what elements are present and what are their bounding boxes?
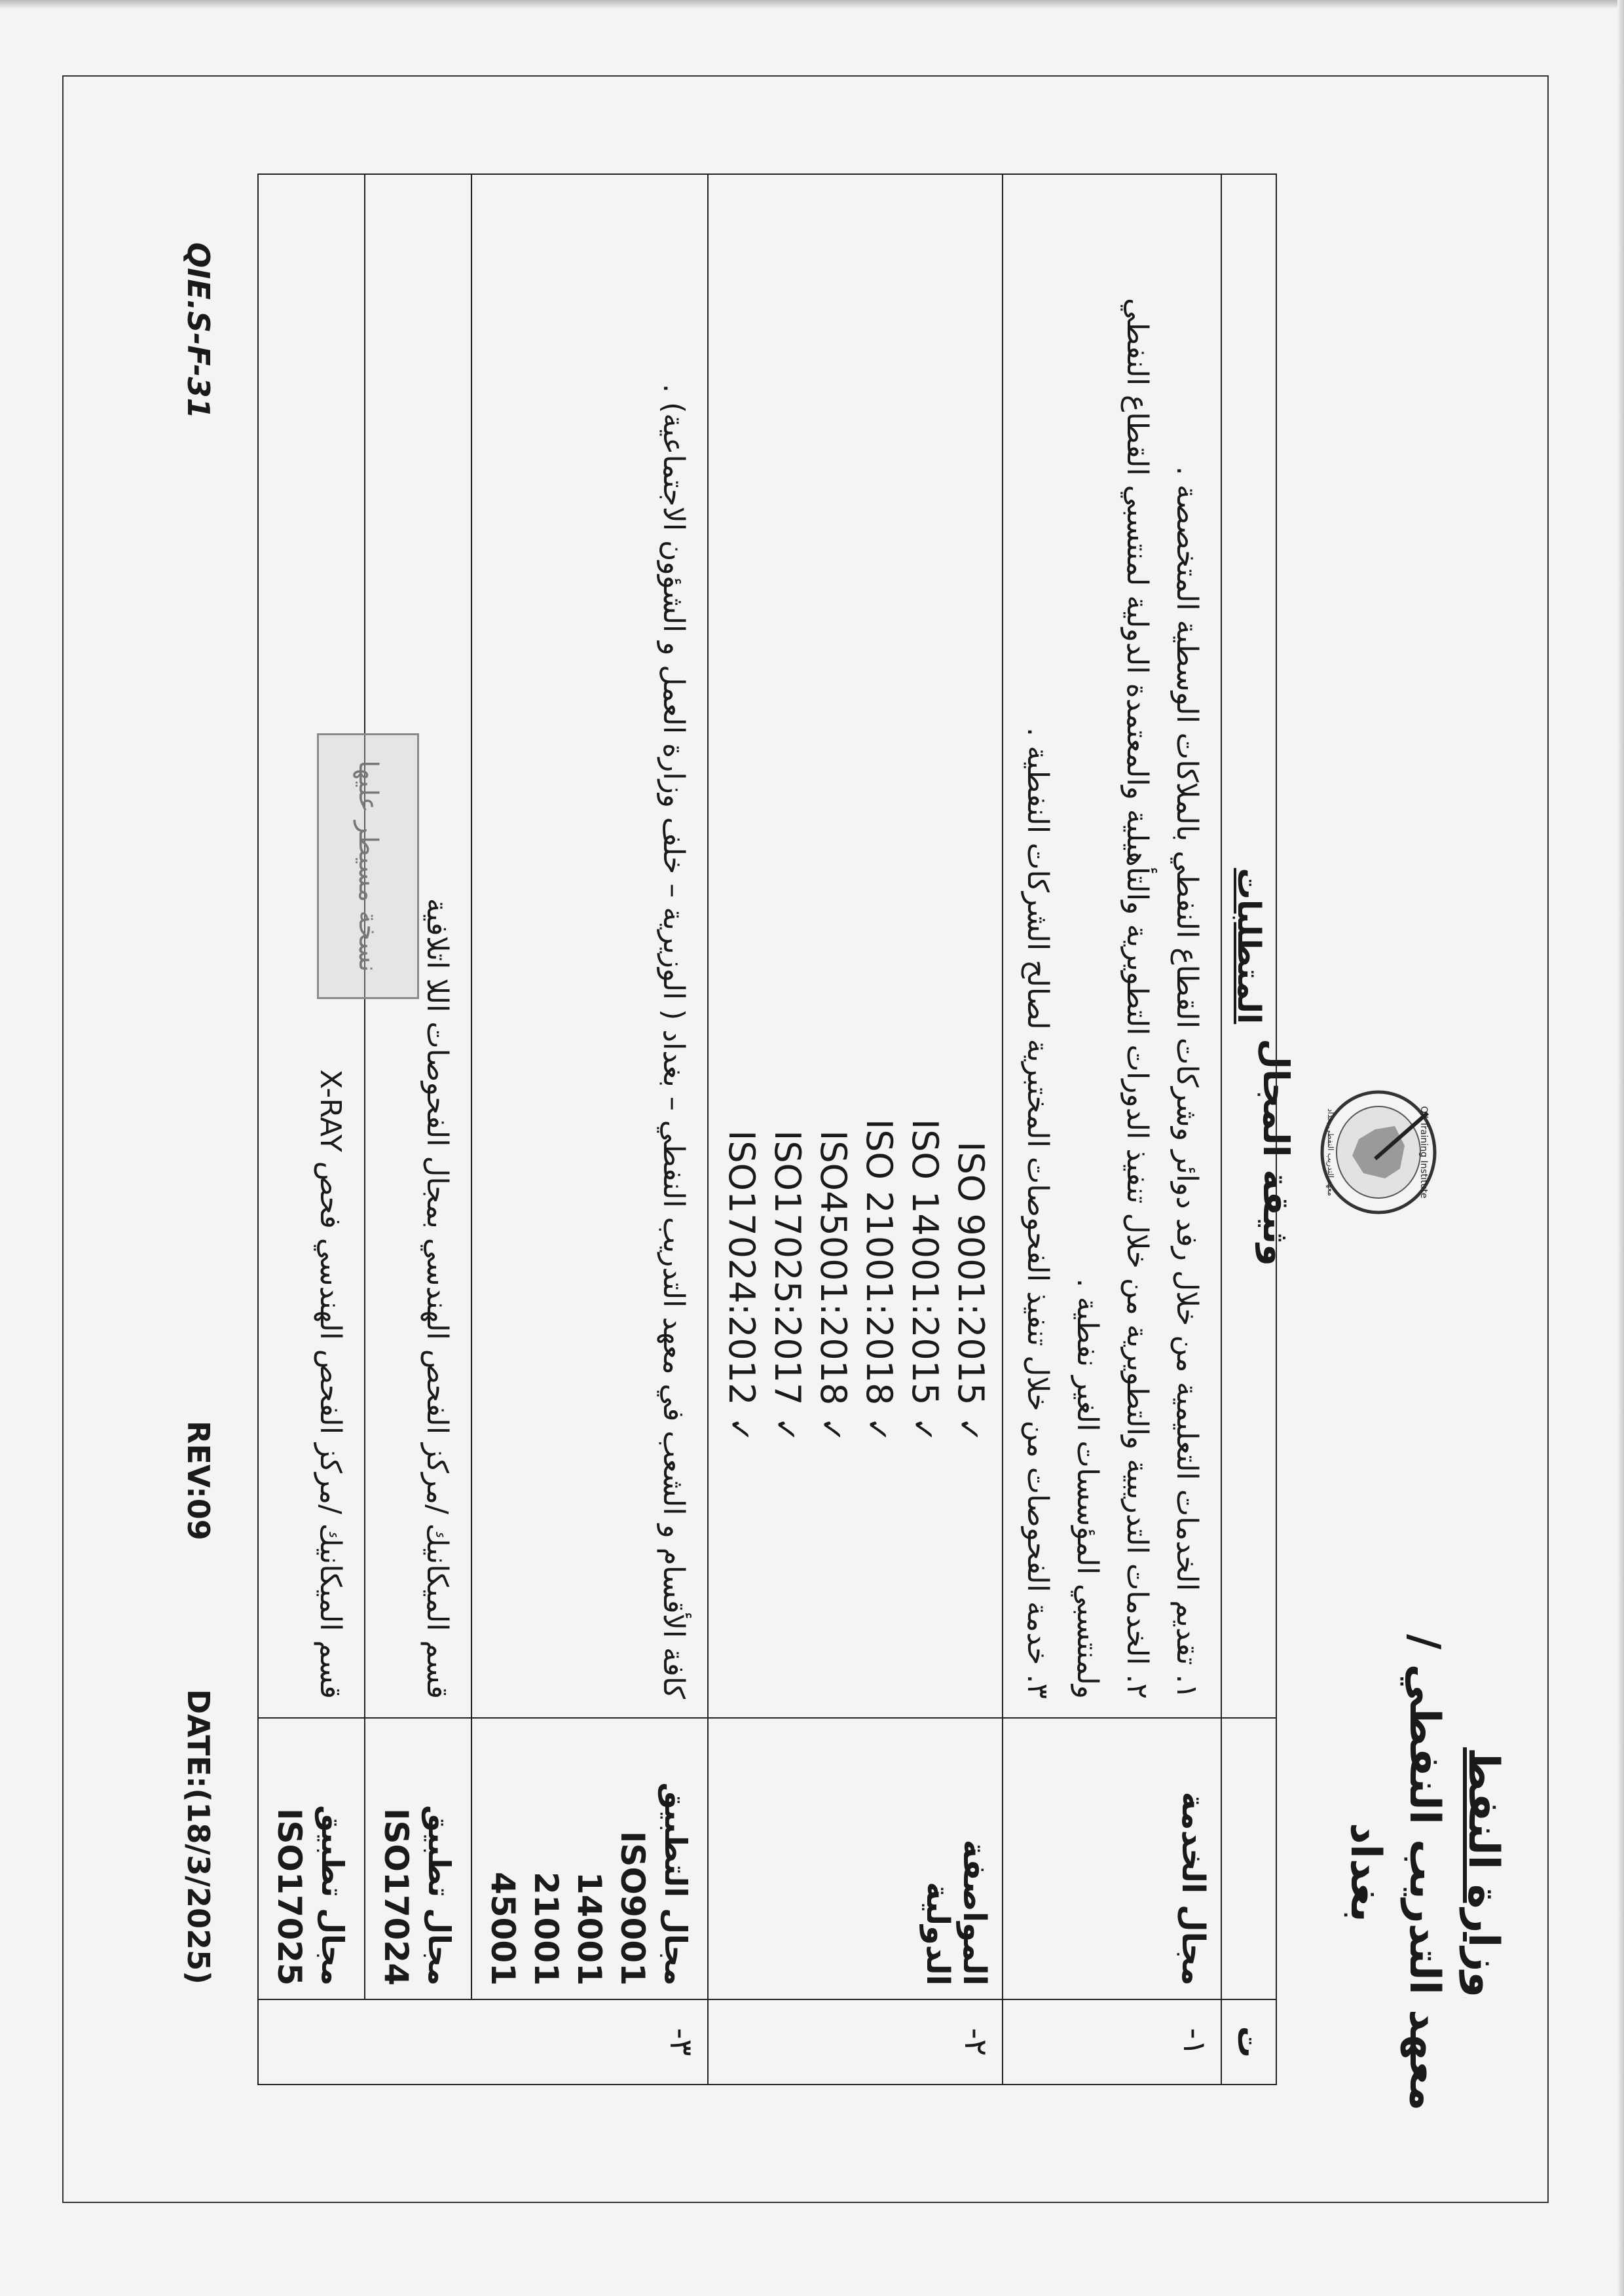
service-requirements <box>1003 174 1221 1718</box>
requirement-line: ولمنتسبي المؤسسات الغير نفطية . <box>1071 1278 1104 1699</box>
iso-code: 45001 <box>484 1872 522 1986</box>
table-row <box>258 174 365 2085</box>
application-scope-text: قسم الميكانيك /مركز الفحص الهندسي فحص X-RAY <box>258 174 365 1718</box>
application-scope-iso <box>471 1718 708 1999</box>
logo-text-bottom: معهد التدريب النفطي بغداد <box>1326 1108 1335 1196</box>
row-num: ١- <box>1003 1999 1221 2085</box>
standards-list <box>708 174 1003 1718</box>
scan-edge-right <box>1617 0 1624 2296</box>
table-row <box>708 174 1003 2085</box>
scan-edge-top <box>0 0 1624 9</box>
standard-item: ISO 14001:2015✓ <box>904 1119 946 1442</box>
table-row <box>1003 174 1221 2085</box>
check-icon: ✓ <box>951 1417 987 1442</box>
rotated-document <box>59 72 1539 2206</box>
check-icon: ✓ <box>722 1417 758 1442</box>
header-requirements: المتطلبات <box>1221 174 1276 1718</box>
institute-logo <box>1316 1087 1441 1218</box>
row-num: ٣- <box>258 1999 708 2085</box>
check-icon: ✓ <box>768 1417 803 1442</box>
table-row <box>365 174 471 2085</box>
institute-name: معهد التدريب النفطي / بغداد <box>1341 1633 1449 2111</box>
revision: REV:09 <box>181 1421 216 1540</box>
scope-label: مجال تطبيق <box>315 1805 350 1986</box>
iso-code: 21001 <box>527 1872 565 1986</box>
form-code: QIE.S-F-31 <box>181 242 216 419</box>
ministry-name: وزارة النفط <box>1459 1747 1507 1998</box>
row-field: مجال الخدمة <box>1003 1718 1221 1999</box>
requirement-line: ٣. خدمة الفحوصات من خلال تنفيذ الفحوصات المختبرية لصالح الشركات النفطية . <box>1021 727 1054 1699</box>
issue-date: DATE:(18/3/2025) <box>181 1689 216 1985</box>
check-icon: ✓ <box>860 1417 895 1442</box>
standard-item: ISO45001:2018✓ <box>813 1130 854 1442</box>
iso-code: ISO9001 <box>614 1831 652 1986</box>
application-scope-iso <box>365 1718 471 1999</box>
table-row <box>471 174 708 2085</box>
application-scope-iso <box>258 1718 365 1999</box>
scope-label: مجال تطبيق <box>422 1805 457 1986</box>
iso-code: ISO17024 <box>377 1808 415 1986</box>
standard-item: ISO 21001:2018✓ <box>858 1119 900 1442</box>
row-field: المواصفة الدولية <box>708 1718 1003 1999</box>
standard-item: ISO17025:2017✓ <box>767 1130 808 1442</box>
iso-code: ISO17025 <box>270 1808 308 1986</box>
check-icon: ✓ <box>906 1417 941 1442</box>
standard-item: ISO 9001:2015✓ <box>950 1141 991 1442</box>
controlled-copy-stamp: نسخة مسيطر عليها <box>317 733 419 999</box>
requirement-line: ١. تقديم الخدمات التعليمية من خلال رفد دوائر وشركات القطاع النفطي بالملاكات الوسطية المتخصصة . <box>1170 466 1204 1699</box>
check-icon: ✓ <box>814 1417 849 1442</box>
standard-item: ISO17024:2012✓ <box>721 1130 762 1442</box>
iso-code: 14001 <box>570 1872 608 1986</box>
logo-text-top: Oil Training Institute <box>1418 1106 1429 1199</box>
letterhead <box>1336 1578 1513 2167</box>
header-field <box>1221 1718 1276 1999</box>
table-header-row <box>1221 174 1276 2085</box>
header-num: ت <box>1221 1999 1276 2085</box>
document-title: وثيقة المجال <box>1255 1038 1297 1266</box>
scope-label: مجال التطبيق <box>658 1782 693 1986</box>
scope-table <box>257 173 1277 2085</box>
page-footer <box>164 72 216 2206</box>
requirement-line: ٢. الخدمات التدريبية والتطويرية من خلال تنفيذ الدورات التطويرية والتأهيلية والمعتمدة الدولية لمنتسبي القطاع النفطي <box>1120 298 1154 1699</box>
application-scope-text: كافة الأقسام و الشعب في معهد التدريب النفطي – بغداد ( الوزيرية – خلف وزارة العمل و الشؤون الاجتماعية) . <box>471 174 708 1718</box>
application-scope-text: قسم الميكانيك /مركز الفحص الهندسي بمجال الفحوصات اللا اتلافية <box>365 174 471 1718</box>
row-num: ٢- <box>708 1999 1003 2085</box>
